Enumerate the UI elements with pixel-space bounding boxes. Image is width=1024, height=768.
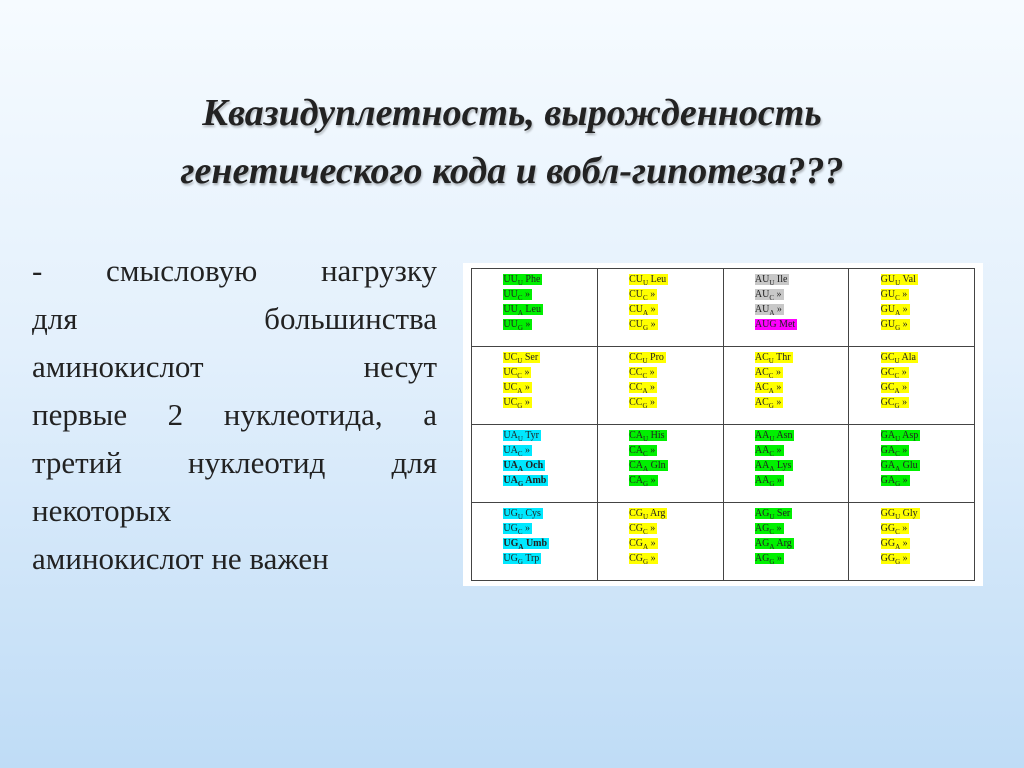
codon-entry: AUG Met [754,319,796,330]
body-line: первые 2 нуклеотида, а [32,397,437,432]
codon-entry: $UU_C$ » [503,289,530,302]
codon-entry: $AG_A$ Arg [754,538,792,551]
codon-entry: $GA_G$ » [880,475,908,488]
codon-table [471,268,975,581]
codon-entry: $UA_A$ Och [503,460,544,473]
codon-entry: $GA_C$ » [880,445,908,458]
codon-cell [472,347,598,425]
codon-entry: $CC_A$ » [629,382,656,395]
codon-cell [597,269,723,347]
codon-entry: $UU_U$ Phe [503,274,541,287]
body-line: аминокислот не важен [32,541,329,576]
codon-entry: $UU_G$ » [503,319,531,332]
codon-entry: $GA_A$ Glu [880,460,918,473]
codon-entry: $UC_A$ » [503,382,530,395]
codon-entry: $CG_C$ » [629,523,656,536]
codon-entry: $UA_C$ » [503,445,530,458]
codon-entry: $AC_U$ Thr [754,352,791,365]
codon-entry: $UA_U$ Tyr [503,430,539,443]
title-line-2: генетического кода и вобл-гипотеза??? [180,150,844,192]
codon-entry: $UA_G$ Amb [503,475,547,488]
codon-cell [849,347,975,425]
codon-cell [597,347,723,425]
codon-entry: $CU_C$ » [629,289,656,302]
codon-cell [472,503,598,581]
codon-table-row [472,269,975,347]
codon-cell [472,425,598,503]
codon-entry: $AC_A$ » [754,382,782,395]
codon-entry: $CU_U$ Leu [629,274,667,287]
codon-entry: $GC_A$ » [880,382,908,395]
codon-entry: $UC_G$ » [503,397,530,410]
codon-entry: $CA_C$ » [629,445,656,458]
codon-entry: $AU_U$ Ile [754,274,788,287]
codon-entry: $GU_A$ » [880,304,908,317]
codon-cell [723,269,849,347]
codon-entry: $CG_A$ » [629,538,656,551]
codon-entry: $CC_G$ » [629,397,656,410]
codon-entry: $UU_A$ Leu [503,304,541,317]
codon-cell [849,425,975,503]
codon-entry: $GU_G$ » [880,319,908,332]
codon-table-row [472,347,975,425]
codon-entry: $CA_A$ Gln [629,460,666,473]
codon-entry: $GC_C$ » [880,367,907,380]
codon-entry: $GU_U$ Val [880,274,916,287]
codon-entry: $GG_G$ » [880,553,908,566]
codon-cell [472,269,598,347]
codon-entry: $CC_U$ Pro [629,352,664,365]
codon-entry: $AC_G$ » [754,397,782,410]
body-line: аминокислот несут [32,349,437,384]
codon-entry: $AU_A$ » [754,304,782,317]
codon-entry: $AU_C$ » [754,289,782,302]
codon-entry: $GC_G$ » [880,397,908,410]
body-line: для большинства [32,301,437,336]
title-line-1: Квазидуплетность, вырожденность [202,92,822,134]
codon-entry: $CG_U$ Arg [629,508,666,521]
codon-entry: $UC_U$ Ser [503,352,539,365]
codon-entry: $AA_U$ Asn [754,430,793,443]
body-line: некоторых [32,493,172,528]
codon-entry: $GU_C$ » [880,289,908,302]
codon-cell [597,425,723,503]
body-line: третий нуклеотид для [32,445,437,480]
codon-entry: $AC_C$ » [754,367,781,380]
codon-entry: $GG_C$ » [880,523,908,536]
codon-entry: $AA_G$ » [754,475,782,488]
codon-entry: $UG_A$ Umb [503,538,548,551]
codon-entry: $AA_C$ » [754,445,782,458]
codon-cell [597,503,723,581]
codon-table-row [472,425,975,503]
codon-entry: $AG_C$ » [754,523,782,536]
codon-entry: $GG_U$ Gly [880,508,918,521]
codon-entry: $CA_U$ His [629,430,665,443]
codon-entry: $UG_U$ Cys [503,508,541,521]
codon-cell [849,503,975,581]
slide-title [0,84,1024,200]
codon-entry: $AA_A$ Lys [754,460,792,473]
codon-entry: $UG_C$ » [503,523,530,536]
codon-entry: $CU_A$ » [629,304,656,317]
body-line: - смысловую нагрузку [32,253,437,288]
codon-cell [849,269,975,347]
codon-entry: $AG_U$ Ser [754,508,791,521]
codon-entry: $GA_U$ Asp [880,430,919,443]
codon-table-row [472,503,975,581]
codon-cell [723,425,849,503]
codon-entry: $CU_G$ » [629,319,656,332]
codon-cell [723,503,849,581]
codon-entry: $CA_G$ » [629,475,656,488]
codon-entry: $GG_A$ » [880,538,908,551]
codon-entry: $CC_C$ » [629,367,655,380]
codon-cell [723,347,849,425]
codon-entry: $UC_C$ » [503,367,530,380]
codon-entry: $CG_G$ » [629,553,656,566]
codon-entry: $UG_G$ Trp [503,553,540,566]
body-text [32,247,437,583]
codon-entry: $GC_U$ Ala [880,352,916,365]
codon-entry: $AG_G$ » [754,553,782,566]
codon-table-image [463,263,983,586]
